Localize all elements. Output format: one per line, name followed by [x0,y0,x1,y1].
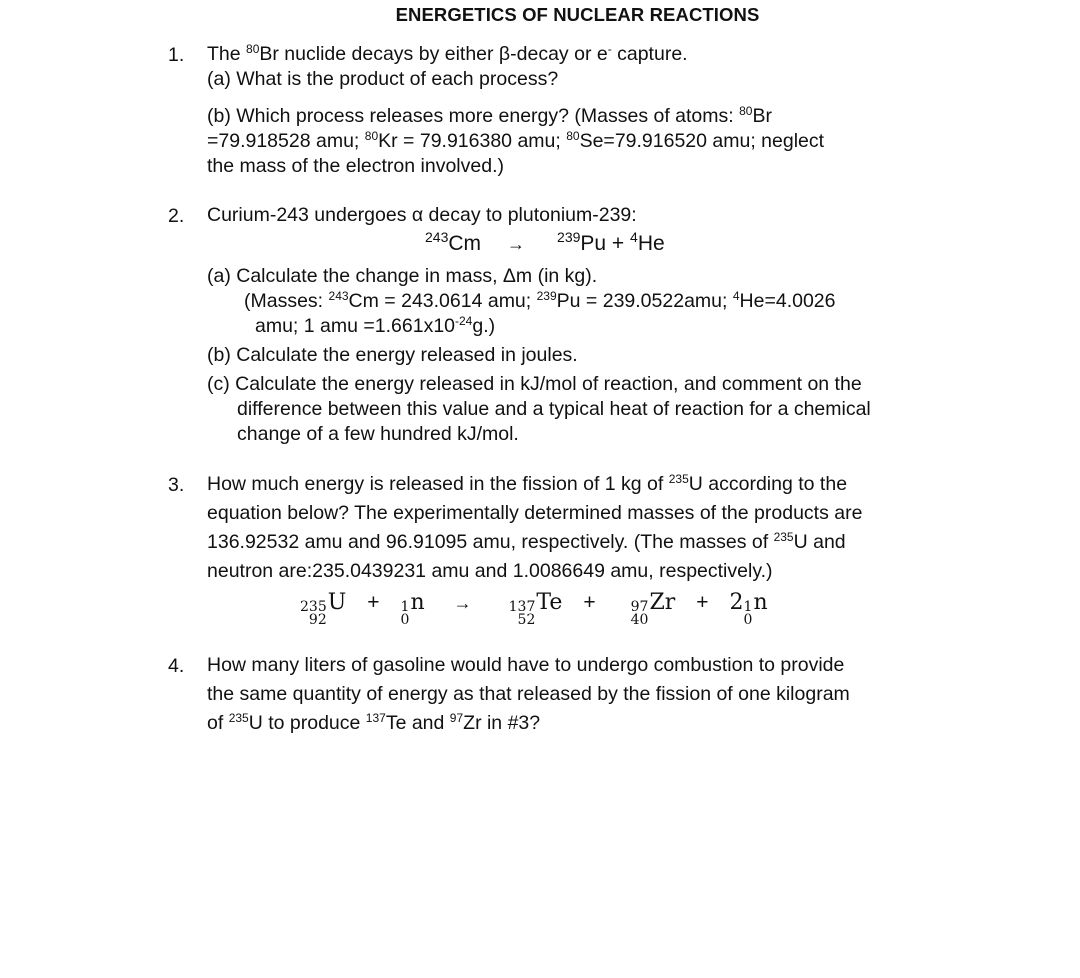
q4-number: 4. [168,655,185,677]
q2-number: 2. [168,205,185,227]
document-title: ENERGETICS OF NUCLEAR REACTIONS [395,4,760,25]
q4-line3: of $^{235}$U to produce $^{137}$Te and $^{97}$Zr in #3? [207,711,541,734]
q3-line1: How much energy is released in the fission of 1 kg of $^{235}$U according to the [207,472,848,495]
q2-masses-line2: amu; 1 amu $=1.661x10^{-24}g$.) [255,314,496,337]
q3-number: 3. [168,474,185,496]
q2-masses-line1: (Masses: $^{243}$Cm = 243.0614 amu; $^{239}$Pu = 239.0522amu; $^4$He=4.0026 [244,289,836,312]
reaction-arrow-icon: → [507,234,526,254]
q1-number: 1. [168,44,185,66]
q3-line3: 136.92532 amu and 96.91095 amu, respectively. (The masses of $^{235}$U and [207,530,846,553]
nuclide-zirconium: 97 40 Zr [630,590,676,628]
q2-part-c-line1: (c) Calculate the energy released in kJ/mol of reaction, and comment on the [207,373,862,395]
q4-line1: How many liters of gasoline would have to undergo combustion to provide [207,654,845,676]
q2-decay-equation: $^{243}$Cm → $^{239}$Pu + $^4$He [425,229,665,255]
q3-line4: neutron are:235.0439231 amu and 1.0086649 amu, respectively.) [207,560,773,582]
nuclide-tellurium: 137 52 Te [508,590,563,628]
q2-part-c-line2: difference between this value and a typical heat of reaction for a chemical [237,398,871,420]
q1-part-b-line1: (b) Which process releases more energy? (Masses of atoms: $^{80}$Br [207,104,772,127]
neutron-coefficient: 2 [729,590,744,615]
q4-line2: the same quantity of energy as that released by the fission of one kilogram [207,683,850,705]
q1-part-a: (a) What is the product of each process? [207,68,559,90]
q2-part-a: (a) Calculate the change in mass, Δm (in kg). [207,265,598,287]
nuclide-neutron: 1 0 n [400,590,425,628]
nuclide-neutron-product: 1 0 n [743,590,768,628]
q3-fission-equation: 235 92 U + 1 0 n → 137 52 Te + 97 40 Zr + 2 1 0 n [300,590,768,628]
q1-intro: The $^{80}$Br nuclide decays by either β-decay or e- capture. [207,42,688,65]
nuclide-uranium: 235 92 U [300,590,347,628]
q3-line2: equation below? The experimentally determined masses of the products are [207,502,863,524]
q1-part-b-line3: the mass of the electron involved.) [207,155,504,177]
q2-part-c-line3: change of a few hundred kJ/mol. [237,423,519,445]
q2-intro: Curium-243 undergoes α decay to plutonium-239: [207,204,637,226]
reaction-arrow-icon: → [453,593,472,613]
q1-part-b-line2: =79.918528 amu; $^{80}$Kr = 79.916380 amu; $^{80}$Se=79.916520 amu; neglect [207,129,825,152]
q2-part-b: (b) Calculate the energy released in joules. [207,344,578,366]
